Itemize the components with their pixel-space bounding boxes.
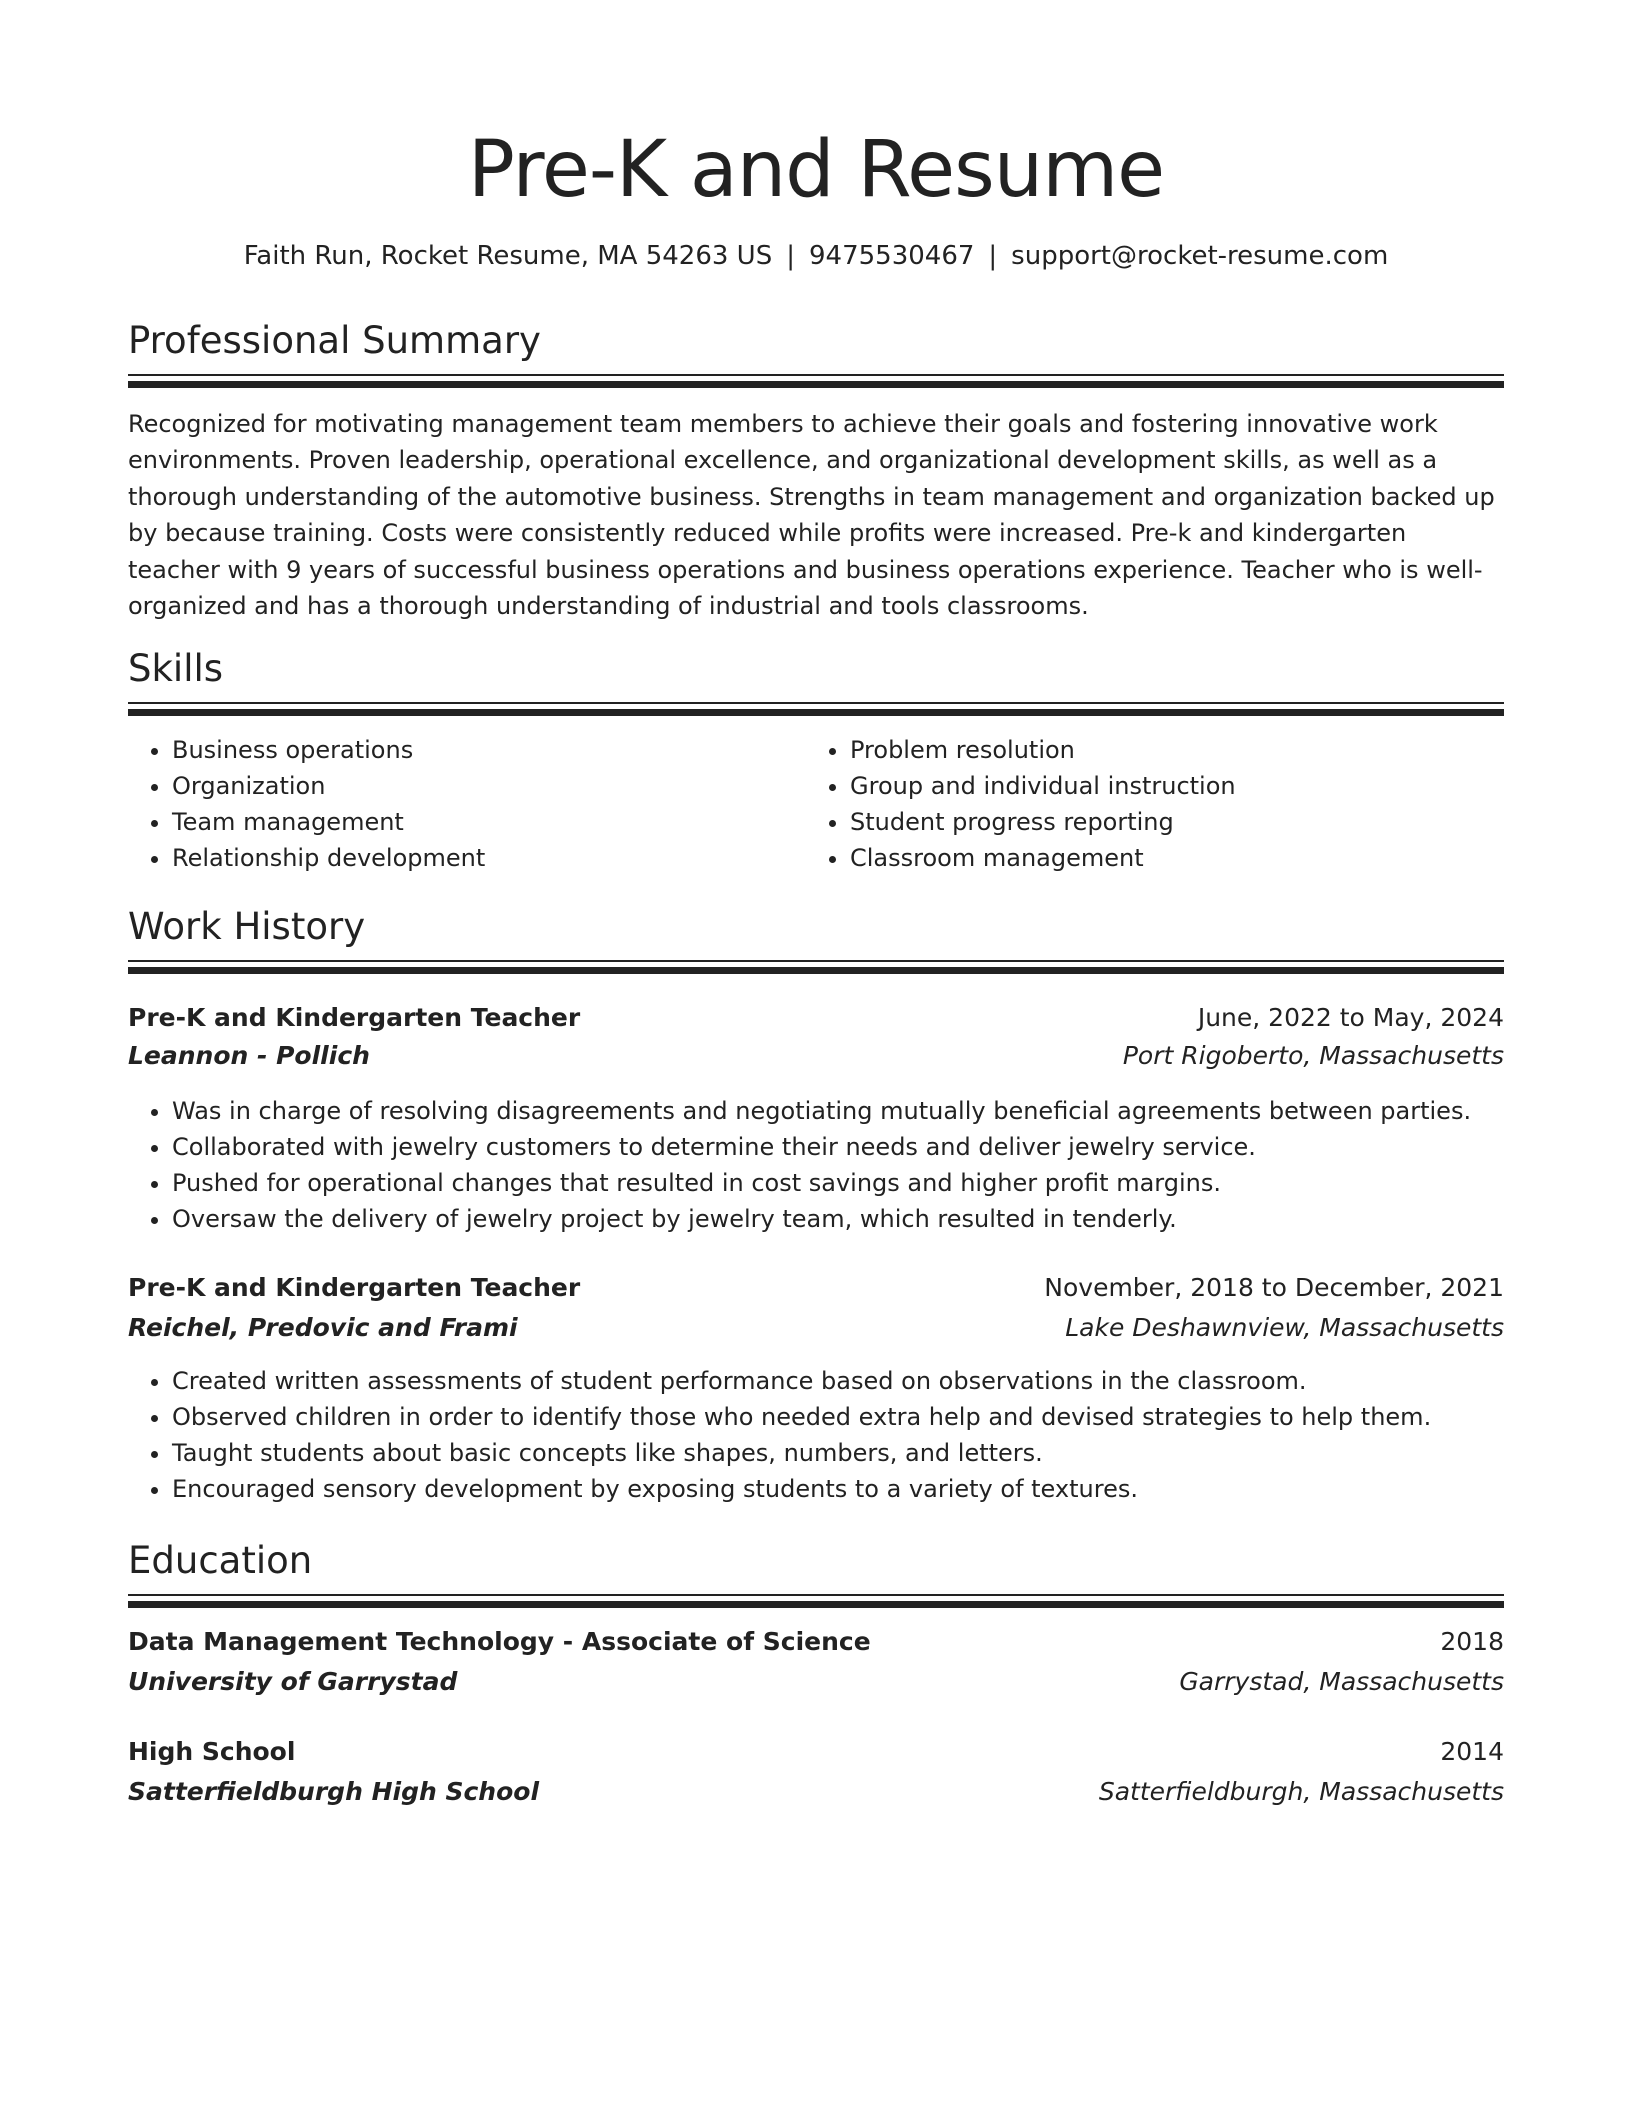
contact-email: support@rocket-resume.com (1011, 241, 1389, 271)
skill-item: • Team management (172, 804, 792, 840)
education-location: Satterfieldburgh, Massachusetts (1098, 1777, 1504, 1806)
section-title-skills: Skills (128, 647, 224, 690)
skill-item: • Organization (172, 768, 792, 804)
job-duty-item: • Created written assessments of student performance based on observations in the classroom. (172, 1363, 1548, 1399)
job-duties-list (128, 1093, 1548, 1237)
candidate-name: Pre-K and Resume (467, 125, 1165, 215)
job-company: Leannon - Pollich (128, 1041, 370, 1070)
section-divider (128, 702, 1504, 716)
education-year: 2014 (1440, 1737, 1504, 1766)
job-title: Pre-K and Kindergarten Teacher (128, 1273, 581, 1302)
job-duty-item: • Collaborated with jewelry customers to determine their needs and deliver jewelry service. (172, 1129, 1548, 1165)
skill-item: • Business operations (172, 732, 792, 768)
job-header-row (128, 1000, 1504, 1038)
job-dates: June, 2022 to May, 2024 (1197, 1003, 1504, 1032)
job-duty-item: • Oversaw the delivery of jewelry project by jewelry team, which resulted in tenderly. (172, 1201, 1548, 1237)
contact-separator: | (988, 241, 998, 271)
skill-item: • Relationship development (172, 840, 792, 876)
job-company-row (128, 1038, 1504, 1076)
job-header-row (128, 1270, 1504, 1308)
job-duty-item: • Observed children in order to identify those who needed extra help and devised strategies to help them. (172, 1399, 1548, 1435)
contact-phone: 9475530467 (808, 241, 975, 271)
job-company-row (128, 1310, 1504, 1348)
skills-list-left (128, 732, 792, 876)
job-company: Reichel, Predovic and Frami (128, 1313, 518, 1342)
job-duty-item: • Was in charge of resolving disagreements and negotiating mutually beneficial agreements between parties. (172, 1093, 1548, 1129)
skills-list-right (806, 732, 1540, 876)
contact-separator: | (786, 241, 795, 271)
education-degree: Data Management Technology - Associate of Science (128, 1627, 871, 1656)
education-header-row (128, 1624, 1504, 1662)
education-school-row (128, 1774, 1504, 1812)
education-year: 2018 (1440, 1627, 1504, 1656)
job-duties-list (128, 1363, 1548, 1507)
job-title: Pre-K and Kindergarten Teacher (128, 1003, 581, 1032)
summary-text: Recognized for motivating management team members to achieve their goals and fostering innovative work environments. Proven leadership, operational excellence, and organizational development skills, as well as a thorough understanding of the automotive business. Strengths in team management and organization backed up by because training. Costs were consistently reduced while profits were increased. Pre-k and kindergarten teacher with 9 years of successful business operations and business operations experience. Teacher who is well-organized and has a thorough understanding of industrial and tools classrooms. (128, 410, 1495, 621)
job-duty-item: • Encouraged sensory development by exposing students to a variety of textures. (172, 1471, 1548, 1507)
skill-item: • Problem resolution (850, 732, 1540, 768)
skill-item: • Group and individual instruction (850, 768, 1540, 804)
job-location: Port Rigoberto, Massachusetts (1122, 1041, 1504, 1070)
section-divider (128, 374, 1504, 388)
job-location: Lake Deshawnview, Massachusetts (1065, 1313, 1504, 1342)
education-school: University of Garrystad (128, 1667, 458, 1696)
section-title-work: Work History (128, 905, 366, 948)
contact-address: Faith Run, Rocket Resume, MA 54263 US (243, 241, 773, 271)
education-school-row (128, 1664, 1504, 1702)
section-title-education: Education (128, 1539, 313, 1582)
skill-item: • Classroom management (850, 840, 1540, 876)
skill-item: • Student progress reporting (850, 804, 1540, 840)
education-location: Garrystad, Massachusetts (1179, 1667, 1504, 1696)
section-divider (128, 1594, 1504, 1608)
contact-line (128, 238, 1504, 274)
job-dates: November, 2018 to December, 2021 (1044, 1273, 1504, 1302)
education-degree: High School (128, 1737, 296, 1766)
section-title-summary: Professional Summary (128, 319, 541, 362)
education-school: Satterfieldburgh High School (128, 1777, 540, 1806)
job-duty-item: • Taught students about basic concepts like shapes, numbers, and letters. (172, 1435, 1548, 1471)
education-header-row (128, 1734, 1504, 1772)
section-divider (128, 960, 1504, 974)
job-duty-item: • Pushed for operational changes that resulted in cost savings and higher profit margins. (172, 1165, 1548, 1201)
